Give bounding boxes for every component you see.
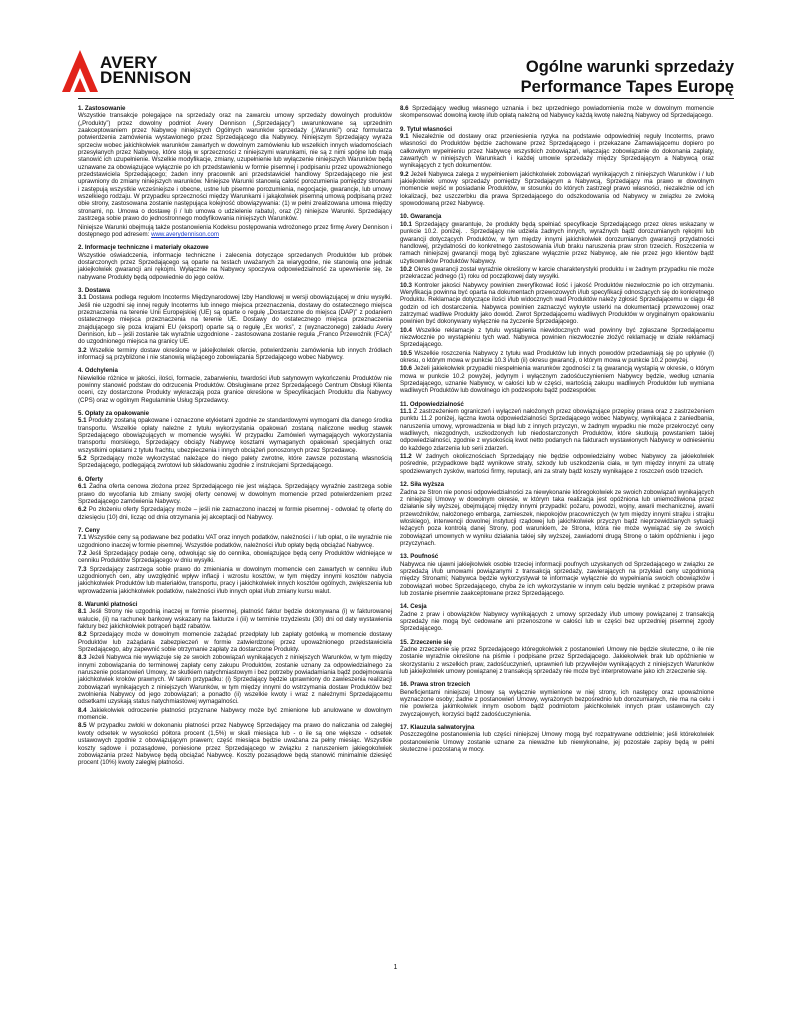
- clause-text: Wszelkie reklamacje z tytułu wystąpienia niewidocznych wad powinny być zgłaszane Sprzedającemu niezwłocznie po wystąpieniu tych wad. Nabywca powinien niezwłocznie złożyć reklamację w dziale reklamacji Sprzedającego.: [400, 326, 714, 349]
- clause-number: 3.2: [78, 346, 87, 354]
- section-heading: 15. Zrzeczenie się: [400, 638, 452, 646]
- section-heading: 13. Poufność: [400, 553, 439, 561]
- section-heading: 5. Opłaty za opakowanie: [78, 410, 149, 418]
- clause-number: 7.2: [78, 549, 87, 557]
- clause-text: Nabywca nie ujawni jakiejkolwiek osobie trzeciej informacji poufnych uzyskanych od Sprzedającego w związku ze sprzedażą i/lub umowami powiązanymi z transakcją sprzedaży, zawierających na przykład ceny uzgodnioną między Stronami; Nabywca będzie wykorzystywał te informacje wyłącznie do wypełniania swoich obowiązków i zobowiązań wobec Sprzedającego, chyba że ich wykorzystanie w innym celu będzie wynikać z przepisów prawa lub zostanie pisemnie zaakceptowane przez Sprzedającego.: [400, 560, 714, 597]
- clause-number: 9.1: [400, 133, 409, 141]
- clause-text: Poszczególne postanowienia lub części niniejszej Umowy mogą być rozpatrywane oddzielnie; jeśli którekolwiek postanowienie Umowy zostanie uznane za nieważne lub niewykonalne, jej pozostałe zapisy będą w pełni skuteczne i pozostaną w mocy.: [400, 731, 714, 754]
- section: [400, 126, 714, 208]
- brand-line-2: DENNISON: [100, 68, 192, 87]
- section: [78, 105, 392, 238]
- section: [400, 105, 714, 120]
- clause-text: Sprzedający może w dowolnym momencie zażądać przedpłaty lub zapłaty gotówką w momencie dostawy Produktów lub zażądania zabezpieczeń w formie zatwierdzonej przez upoważnionego przedstawiciela Sprzedającego, aby zapewnić sobie otrzymanie zapłaty za dostarczone Produkty.: [78, 631, 392, 654]
- section-heading: 2. Informacje techniczne i materiały okazowe: [78, 244, 209, 252]
- section: [400, 603, 714, 632]
- paragraph: [78, 550, 392, 565]
- clause-text: Jeśli Sprzedający podaje cenę, odwołując się do cennika, obowiązujące będą ceny Produktów widniejące w cenniku Produktów Sprzedającego w dniu wysyłki.: [78, 549, 392, 565]
- clause-text: Żadna ze Stron nie ponosi odpowiedzialności za niewykonanie któregokolwiek ze swoich zobowiązań wynikających z niniejszej Umowy w dowolnym okresie, w którym taka realizacja jest opóźniona lub uniemożliwiona przez działanie siły wyższej, obejmującej między innymi przypadki: pożaru, powodzi, wojny, awarii mechanicznej, awarii przewoźników, nałożonego embarga, zamieszek, niepokojów pracowniczych (w tym między innymi strajku i strajku włoskiego), interwencji dowolnej instytucji rządowej lub jakichkolwiek przyczyn bądź nieprzewidzianych sytuacji leżących poza kontrolą danej Strony, pod warunkiem, że Strona, która nie może wywiązać się ze swoich zobowiązań umownych w wyniku działania takiej siły wyższej, zawiadomi drugą Stronę o takim opóźnieniu i jego przyczynach.: [400, 488, 714, 547]
- paragraph: [78, 375, 392, 404]
- paragraph: [400, 365, 714, 394]
- clause-text: Wszystkie oświadczenia, informacje techniczne i zalecenia dotyczące sprzedanych Produktów lub próbek dostarczonych przez Sprzedającego są oparte na testach uważanych za wiarygodne, nie stanowią one jednak jakiejkolwiek gwarancji ani rękojmi. Wyłącznie na Nabywcy spoczywa odpowiedzialność za upewnienie się, że nabywane Produkty będą odpowiednie do jego celów.: [78, 251, 392, 281]
- paragraph: [78, 112, 392, 222]
- paragraph: [400, 327, 714, 349]
- section-heading: 16. Prawa stron trzecich: [400, 681, 471, 689]
- section-heading: 7. Ceny: [78, 526, 100, 534]
- paragraph: [400, 646, 714, 675]
- section-heading: 12. Siła wyższa: [400, 481, 445, 489]
- section-heading: 8. Warunki płatności: [78, 600, 138, 608]
- paragraph: [78, 417, 392, 454]
- clause-text: Sprzedający zastrzega sobie prawo do zmieniania w dowolnym momencie cen zawartych w cenniku i/lub uzgodnionych cen, aby uwzględnić wpływ inflacji i wzrostu kosztów, w tym między innymi kosztów nabycia jakichkolwiek Produktów lub materiałów, transportu, pracy i jakichkolwiek innych kosztów ogólnych, zwiększenia lub wprowadzenia jakichkolwiek podatków, należności i/lub innych opłat i/lub zmiany kursu walut.: [78, 565, 392, 595]
- paragraph: [400, 266, 714, 281]
- clause-text: Wszystkie transakcje polegające na sprzedaży oraz na zawarciu umowy sprzedaży dowolnych produktów („Produkty”) przez dowolny podmiot Avery Dennison („Sprzedający”) uwarunkowane są uprzednim zaakceptowaniem przez Nabywcę niniejszych Ogólnych warunków sprzedaży („Warunki”) oraz formularza potwierdzenia zamówienia wystawionego przez Sprzedającego dla Nabywcy. Niniejszym Sprzedający wyraża sprzeciw wobec jakichkolwiek warunków zawartych w dowolnym zamówieniu lub wszelkich innych wiadomościach przesyłanych przez Nabywcę, które stoją w sprzeczności z niniejszymi warunkami, nie są z nimi spójne lub mają stanowić ich uzupełnienie. Wszelkie modyfikacje, zmiany, uzupełnienie lub wyłączenie niniejszych Warunków będą uznawane za obowiązujące wyłącznie po ich przedstawieniu w formie pisemnej i podpisaniu przez upoważnionego przedstawiciela Sprzedającego; żaden inny pracownik ani przedstawiciel handlowy Sprzedającego nie jest uprawniony do zmiany niniejszych warunków. Niniejsze Warunki stanowią całość porozumienia pomiędzy stronami i zastępują wszystkie wcześniejsze i obecne, ustne lub pisemne porozumienia, negocjacje, gwarancje, lub umowy wszelkiego rodzaju. W przypadku sprzeczności między Warunkami i jakąkolwiek pisemną umową podpisaną przez obie strony, zastosowana zostanie następująca kolejność obowiązywania: (1) w pełni zrealizowana umowa między stronami, np. Umowa o dostawę (i / lub umowa o udzielenie rabatu), oraz (2) niniejsze Warunki. Sprzedający zastrzega sobie prawo do jednostronnego modyfikowania niniejszych Warunków.: [78, 112, 392, 223]
- paragraph: [400, 171, 714, 208]
- paragraph: [78, 707, 392, 722]
- header-divider: [78, 98, 734, 99]
- title-line-2: Performance Tapes Europę: [520, 78, 734, 96]
- section-heading: 14. Cesja: [400, 603, 427, 611]
- section: [400, 213, 714, 394]
- clause-text: Dostawa podlega regułom Incoterms Międzynarodowej Izby Handlowej w wersji obowiązującej w dniu wysyłki. Jeśli nie uzgodni się innej reguły Incoterms lub innego miejsca przeznaczenia, dostawy do ostatecznego miejsca przeznaczenia na terenie Unii Europejskiej (UE) są oparte o regułę „Dostarczone do miejsca (DAP)” z podaniem ostatecznego miejsca przeznaczenia na terenie UE. Dostawy do ostatecznego miejsca przeznaczenia znajdującego się poza krajami EU (eksport) oparte są o regułę „Ex works”, z (wyznaczonego) zakładu Avery Dennison, lub – jeśli zostanie tak wyraźnie uzgodnione - zastosowana zostanie reguła „Franco Przewoźnik (FCA)” do uzgodnionego miejsca na granicy UE.: [78, 294, 392, 346]
- clause-number: 10.5: [400, 349, 412, 357]
- paragraph: [400, 105, 714, 120]
- paragraph: [78, 224, 392, 239]
- left-column: [78, 105, 392, 773]
- clause-text: Żadne zrzeczenie się przez Sprzedającego któregokolwiek z postanowień Umowy nie będzie skuteczne, o ile nie zostanie wyraźnie określone na piśmie i podpisane przez Sprzedającego. Jakiekolwiek brak lub opóźnienie w skorzystaniu z wszelkich praw, zadośćuczynień, uprawnień lub przywilejów wynikających z niniejszych Warunków lub jakiejkolwiek umowy powiązanej z transakcją sprzedaży nie może być interpretowane jako ich zrzeczenie się.: [400, 646, 714, 676]
- clause-number: 5.2: [78, 455, 87, 463]
- paragraph: [78, 347, 392, 362]
- clause-text: Żadne z praw i obowiązków Nabywcy wynikających z umowy sprzedaży i/lub umowy powiązanej z transakcją sprzedaży nie mogą być cedowane ani przenoszone w całości lub w części bez uprzedniej pisemnej zgody Sprzedającego.: [400, 610, 714, 633]
- section-heading: 6. Oferty: [78, 475, 103, 483]
- clause-number: 10.1: [400, 220, 412, 228]
- clause-text: Produkty zostaną opakowane i oznaczone etykietami zgodnie ze standardowymi wymogami dla danego środka transportu. Wszelkie opłaty należne z tytułu wykorzystania opakowań zostaną naliczone według stawek Sprzedającego obowiązujących w momencie wysyłki. W przypadku Zamówień wymagających wykorzystania transportu morskiego, Sprzedający obciąży Nabywcę kosztami wymaganych opakowań specjalnych oraz wszystkimi opłatami z tytułu frachtu, ubezpieczenia i innych obciążeń ponoszonych przez Sprzedawcę.: [78, 417, 392, 454]
- clause-number: 8.2: [78, 631, 87, 639]
- paragraph: [400, 408, 714, 452]
- paragraph: [78, 455, 392, 470]
- paragraph: [78, 566, 392, 595]
- section: [400, 401, 714, 475]
- paragraph: [78, 654, 392, 705]
- section: [400, 639, 714, 676]
- clause-number: 11.2: [400, 453, 412, 461]
- right-column: [400, 105, 714, 760]
- section-heading: 17. Klauzula salwatoryjna: [400, 724, 475, 732]
- clause-number: 7.3: [78, 565, 87, 573]
- page-number: 1: [393, 964, 398, 971]
- clause-text: W żadnych okolicznościach Sprzedający nie będzie odpowiedzialny wobec Nabywcy za jakiekolwiek pośrednie, przypadkowe bądź wynikowe straty, szkody lub uszkodzenia ciała, w tym między innymi za utratę spodziewanych zysków, wartości firmy, reputacji, ani za straty bądź koszty wynikające z roszczeń osób trzecich.: [400, 453, 714, 475]
- clause-number: 8.1: [78, 608, 87, 616]
- clause-number: 10.3: [400, 281, 412, 289]
- clause-number: 9.2: [400, 170, 409, 178]
- paragraph: [400, 561, 714, 598]
- section: [400, 481, 714, 547]
- section: [400, 681, 714, 718]
- section: [78, 367, 392, 404]
- paragraph: [78, 631, 392, 653]
- clause-text: Sprzedający może wykorzystać należące do niego palety zwrotne, które zawsze pozostaną własnością Sprzedającego, podlegającą zwrotowi lub składowaniu zgodnie z instrukcjami Sprzedającego.: [78, 455, 392, 470]
- title-line-1: Ogólne warunki sprzedaży: [525, 58, 734, 76]
- clause-text: Niezależnie od dostawy oraz przeniesienia ryzyka na podstawie odpowiedniej reguły Incoterms, prawo własności do Produktów będzie zachowane przez Sprzedającego i przekazane Zamawiającemu dopiero po całkowitym wypełnieniu przez Nabywcę wszystkich zobowiązań, włączając zobowiązanie do dokonania zapłaty, zawartych w niniejszych Warunkach i każdej umowie sprzedaży między Sprzedającym a Nabywcą oraz wynikających z tych dokumentów.: [400, 133, 714, 170]
- clause-number: 11.1: [400, 408, 412, 416]
- section: [400, 553, 714, 597]
- clause-number: 6.1: [78, 483, 87, 491]
- paragraph: [78, 294, 392, 345]
- clause-text: Żadna oferta cenowa złożona przez Sprzedającego nie jest wiążąca. Sprzedający wyraźnie zastrzega sobie prawo do wycofania lub zmiany swojej oferty cenowej w dowolnym momencie przed potwierdzeniem przez Sprzedającego zamówienia Nabywcy.: [78, 483, 392, 505]
- paragraph: [400, 489, 714, 548]
- clause-number: 10.2: [400, 265, 412, 273]
- clause-text: Sprzedający według własnego uznania i bez uprzedniego powiadomienia może w dowolnym momencie skompensować dowolną kwotę i/lub opłatą należną od Nabywcy każdą kwotę należną Nabywcy od Sprzedającego.: [400, 105, 714, 120]
- clause-number: 8.4: [78, 706, 87, 714]
- clause-text: Wszelkie terminy dostaw określone w jakiejkolwiek ofercie, potwierdzeniu zamówienia lub innych źródłach informacji są przybliżone i nie stanowią wiążącego zobowiązania Sprzedającego wobec Nabywcy.: [78, 346, 392, 361]
- clause-text: Jeśli Strony nie uzgodnią inaczej w formie pisemnej, płatność faktur będzie dokonywana (i) w fakturowanej walucie, (ii) na rachunek bankowy wskazany na fakturze i (iii) w terminie trzydziestu (30) dni od daty wystawienia faktury bez jakichkolwiek potrąceń bądź rabatów.: [78, 608, 392, 630]
- clause-text: Jeżeli jakiekolwiek przypadki niespełnienia warunków zgodności z tą gwarancją wystąpią w okresie, o którym mowa w punkcie 10.2 powyżej, jedynym i wyłącznym zadośćuczynieniem Nabywcy będzie, według uznania Sprzedającego, uznanie Nabywcy, w całości lub w części, wartością zakupu wadliwych Produktów lub wymiana wadliwych Produktów lub dowolnego ich podzespołu bądź podzespołów.: [400, 365, 714, 395]
- section-heading: 4. Odchylenia: [78, 367, 118, 375]
- clause-text: Kontroler jakości Nabywcy powinien zweryfikować ilość i jakość Produktów niezwłocznie po ich otrzymaniu. Weryfikacja powinna być oparta na dokumentach przewozowych i/lub specyfikacji odnoszących się do konkretnego Produktu. Reklamacje dotyczące ilości i/lub widocznych wad Produktów należy zgłosić Sprzedającemu w ciągu 48 godzin od ich dostarczenia. Nabywca powinien zaznaczyć wykryte usterki na dokumentacji przewozowej oraz zatrzymać wadliwe Produkty jako dowód. Zwrot Sprzedającemu wadliwych Produktów w oryginalnym opakowaniu powinien być dokonywany wyłącznie na życzenie Sprzedającego.: [400, 281, 714, 326]
- clause-text: Po złożeniu oferty Sprzedający może – jeśli nie zaznaczono inaczej w formie pisemnej - odwołać tę ofertę do dziesięciu (10) dni, licząc od dnia otrzymania jej akceptacji od Nabywcy.: [78, 506, 392, 521]
- paragraph: [400, 221, 714, 265]
- paragraph: [78, 608, 392, 630]
- paragraph: [78, 483, 392, 505]
- paragraph: [78, 252, 392, 281]
- clause-number: 8.3: [78, 654, 87, 662]
- clause-number: 3.1: [78, 294, 87, 302]
- paragraph: [400, 282, 714, 326]
- website-link[interactable]: www.averydennison.com: [151, 230, 219, 238]
- paragraph: [400, 453, 714, 475]
- section-heading: 10. Gwarancja: [400, 213, 442, 221]
- paragraph: [78, 534, 392, 549]
- clause-text: Wszelkie roszczenia Nabywcy z tytułu wad Produktów lub innych powodów przedawniają się po upływie (I) okresu, o którym mowa w punkcie 10.3 i/lub (ii) okresu gwarancji, o którym mowa w punkcie 10.2 powyżej.: [400, 349, 714, 364]
- clause-text: W przypadku zwłoki w dokonaniu płatności przez Nabywcę Sprzedający ma prawo do naliczania od zaległej kwoty odsetek w wysokości półtora procent (1,5%) w skali miesiąca lub - o ile są one większe - odsetek ustawowych zgodnie z obowiązującym prawem; część miesiąca będzie uważana za pełny miesiąc. Wszystkie koszty sądowe i pozasądowe, poniesione przez Sprzedającego w związku z naruszeniem jakiegokolwiek zobowiązania przez Nabywcę będą obciążać Nabywcę. Koszty pozasądowe będą stanowić minimalnie dziesięć procent (10%) kwoty zaległej płatności.: [78, 722, 392, 767]
- section: [400, 724, 714, 753]
- clause-text: Z zastrzeżeniem ograniczeń i wyłączeń nałożonych przez obowiązujące przepisy prawa oraz z zastrzeżeniem punktu 11.2 poniżej, łączna kwota odpowiedzialności Sprzedającego wobec Nabywcy, wynikająca z zaniedbania, naruszenia umowy, wprowadzenia w błąd lub z innych przyczyn, w żadnym wypadku nie może przekroczyć ceny wadliwych, niezgodnych, uszkodzonych lub niedostarczonych Produktów, które skutkują powstaniem takiej odpowiedzialności, zgodnie z wysokością kwot netto podanych na fakturach wystawionych Nabywcy w odniesieniu do każdego zdarzenia lub serii zdarzeń.: [400, 408, 714, 452]
- section: [78, 601, 392, 767]
- clause-text: Beneficjentami niniejszej Umowy są wyłącznie wymienione w niej strony, ich następcy oraz upoważnione wyznaczone osoby; żadne z postanowień Umowy, wyrażonych bezpośrednio lub dorozumianych, nie ma na celu i nie powierza jakimkolwiek innym osobom bądź podmiotom jakichkolwiek innych praw ustawowych czy zwyczajowych, korzyści bądź zadośćuczynienia.: [400, 688, 714, 718]
- section-heading: 1. Zastosowanie: [78, 105, 126, 112]
- document-title: [521, 57, 734, 97]
- logo-triangle-inner-icon: [74, 78, 86, 92]
- clause-text: Wszystkie ceny są podawane bez podatku VAT oraz innych podatków, należności i / lub opłat, o ile wyraźnie nie uzgodniono inaczej w formie pisemnej. Wszystkie podatków, należności i/lub opłaty będą obciążać Nabywcę.: [78, 534, 392, 549]
- brand-name: [100, 55, 191, 85]
- clause-number: 10.6: [400, 365, 412, 373]
- section-heading: 11. Odpowiedzialność: [400, 400, 464, 408]
- section: [78, 527, 392, 595]
- clause-text: Okres gwarancji został wyraźnie określony w karcie charakterystyki produktu i w żadnym przypadku nie może przekraczać jednego (1) roku od początkowej daty wysyłki.: [400, 265, 714, 281]
- section-heading: 9. Tytuł własności: [400, 125, 453, 133]
- paragraph: [400, 731, 714, 753]
- paragraph: [400, 689, 714, 718]
- paragraph: [400, 133, 714, 170]
- paragraph: [78, 506, 392, 521]
- clause-text: Jakiekolwiek odroczenie płatności przyznane Nabywcy może być zmienione lub anulowane w dowolnym momencie.: [78, 706, 392, 722]
- clause-number: 6.2: [78, 506, 87, 514]
- paragraph: [400, 350, 714, 365]
- clause-text: Niniejsze Warunki obejmują także postanowienia Kodeksu postępowania wdrożonego przez firmę Avery Dennison i dostępnego pod adresem:: [78, 223, 392, 238]
- clause-number: 10.4: [400, 326, 412, 334]
- clause-number: 8.6: [400, 105, 409, 112]
- section-heading: 3. Dostawa: [78, 286, 111, 294]
- paragraph: [78, 722, 392, 766]
- clause-text: Jeżeli Nabywca nie wywiązuje się ze swoich zobowiązań wynikających z niniejszych Warunków, w tym między innymi zobowiązania do terminowej zapłaty ceny zakupu Produktów, zostanie uznany za odpowiedzialnego za naruszenie postanowień Umowy, ze skutkiem natychmiastowym i bez potrzeby powiadamiania bądź podejmowania jakichkolwiek kroków prawnych. W takim przypadku: (i) Sprzedający będzie uprawniony do zawieszenia realizacji zobowiązań wynikających z niniejszych Warunków, w tym między innymi do wstrzymania dostaw Produktów bez zwolnienia Nabywcy od jego zobowiązań; a ponadto (ii) wszelkie kwoty i wraz z należnymi Sprzedającemu odsetkami uzyskają status natychmiastowej wymagalności.: [78, 654, 392, 706]
- paragraph: [400, 611, 714, 633]
- brand-line-1: AVERY: [100, 53, 158, 72]
- section: [78, 476, 392, 521]
- section: [78, 410, 392, 470]
- clause-number: 8.5: [78, 722, 87, 730]
- clause-text: Sprzedający gwarantuje, że produkty będą spełniać specyfikacje Sprzedającego przez okres wskazany w punkcie 10.2. poniżej. . Sprzedający nie udziela żadnych innych, wyraźnych bądź dorozumianych rękojmi lub gwarancji dotyczących Produktów, w tym między innymi jakichkolwiek dorozumianych gwarancji przydatności handlowej, przydatności do konkretnego zastosowania i/lub braku naruszenia praw stron trzecich. Roszczenia w ramach niniejszej gwarancji mogą być zgłaszane wyłącznie przez Nabywcę, ale nie przez jego klientów bądź użytkowników Produktów Nabywcy.: [400, 220, 714, 265]
- clause-text: Jeżeli Nabywca zalega z wypełnieniem jakichkolwiek zobowiązań wynikających z niniejszych Warunków i / lub jakiejkolwiek umowy sprzedaży pomiędzy Sprzedającym a Nabywcą, Sprzedający ma prawo w dowolnym momencie wejść w posiadanie Produktów, w stosunku do których zastrzegł prawo własności, niezależnie od ich lokalizacji, bez uszczerbku dla prawa Sprzedającego do odszkodowania od Nabywcy w związku ze zwłoką spowodowaną przez Nabywcę.: [400, 170, 714, 208]
- clause-text: Niewielkie różnice w jakości, ilości, formacie, zabarwieniu, twardości i/lub satynowym wykończeniu Produktów nie powinny stanowić podstaw do odrzucenia Produktów. Obsługiwane przez Sprzedającego Centrum Obsługi Klienta oceni, czy dostarczone Produkty wykraczają poza granice określone w Specyfikacjach Produktu dla Nabywcy (CPS) oraz w ogólnym Regulaminie Usług Sprzedawcy.: [78, 374, 392, 404]
- clause-number: 7.1: [78, 534, 87, 542]
- section: [78, 287, 392, 361]
- section: [78, 244, 392, 281]
- clause-number: 5.1: [78, 417, 87, 425]
